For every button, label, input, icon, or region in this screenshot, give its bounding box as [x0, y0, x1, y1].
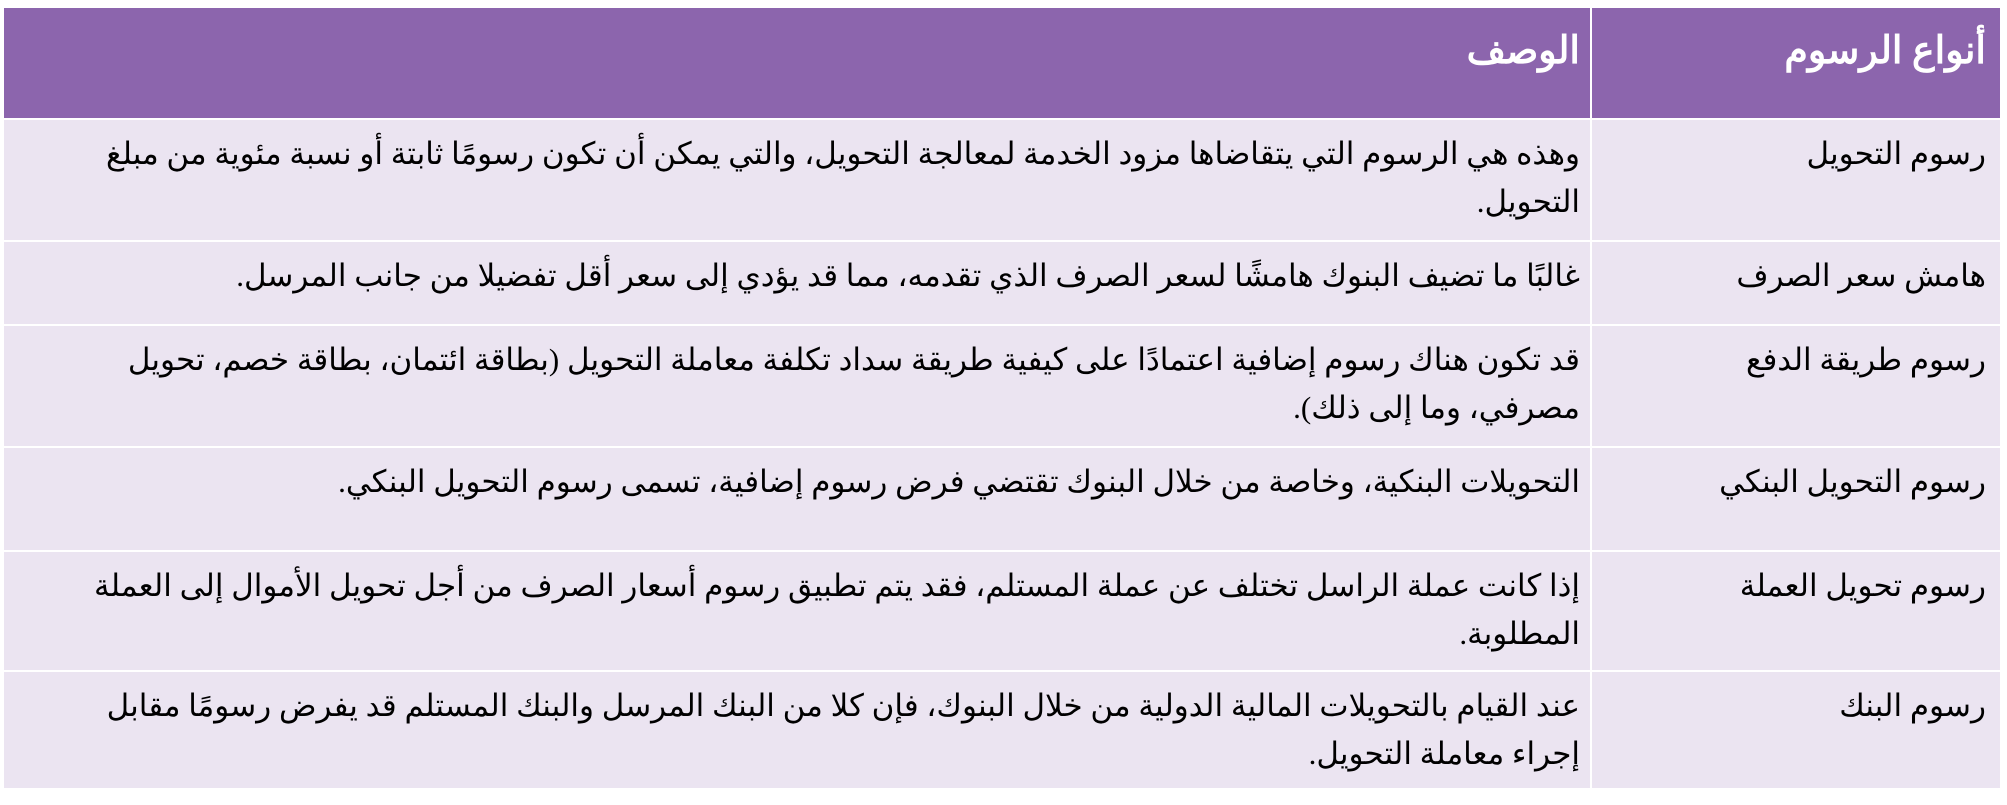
- table-row: [3, 551, 2001, 671]
- table-row: [3, 241, 2001, 325]
- fee-type-cell: هامش سعر الصرف: [1591, 241, 2001, 325]
- table-row: [3, 671, 2001, 789]
- fee-type-cell: رسوم التحويل: [1591, 119, 2001, 241]
- fee-type-cell: رسوم البنك: [1591, 671, 2001, 789]
- table-row: [3, 447, 2001, 551]
- fee-description-cell: وهذه هي الرسوم التي يتقاضاها مزود الخدمة لمعالجة التحويل، والتي يمكن أن تكون رسومًا ثابتة أو نسبة مئوية من مبلغ التحويل.: [3, 119, 1591, 241]
- fee-type-cell: رسوم التحويل البنكي: [1591, 447, 2001, 551]
- fee-description-cell: إذا كانت عملة الراسل تختلف عن عملة المستلم، فقد يتم تطبيق رسوم أسعار الصرف من أجل تحويل الأموال إلى العملة المطلوبة.: [3, 551, 1591, 671]
- header-description: الوصف: [3, 7, 1591, 119]
- table-row: [3, 119, 2001, 241]
- fee-type-cell: رسوم طريقة الدفع: [1591, 325, 2001, 447]
- fee-description-cell: التحويلات البنكية، وخاصة من خلال البنوك تقتضي فرض رسوم إضافية، تسمى رسوم التحويل البنكي.: [3, 447, 1591, 551]
- fees-table: [2, 6, 2002, 790]
- header-fee-types: أنواع الرسوم: [1591, 7, 2001, 119]
- fee-description-cell: قد تكون هناك رسوم إضافية اعتمادًا على كيفية طريقة سداد تكلفة معاملة التحويل (بطاقة ائتمان، بطاقة خصم، تحويل مصرفي، وما إلى ذلك).: [3, 325, 1591, 447]
- fee-description-cell: غالبًا ما تضيف البنوك هامشًا لسعر الصرف الذي تقدمه، مما قد يؤدي إلى سعر أقل تفضيلا من جانب المرسل.: [3, 241, 1591, 325]
- fee-type-cell: رسوم تحويل العملة: [1591, 551, 2001, 671]
- fee-description-cell: عند القيام بالتحويلات المالية الدولية من خلال البنوك، فإن كلا من البنك المرسل والبنك المستلم قد يفرض رسومًا مقابل إجراء معاملة التحويل.: [3, 671, 1591, 789]
- table-header-row: [3, 7, 2001, 119]
- table-row: [3, 325, 2001, 447]
